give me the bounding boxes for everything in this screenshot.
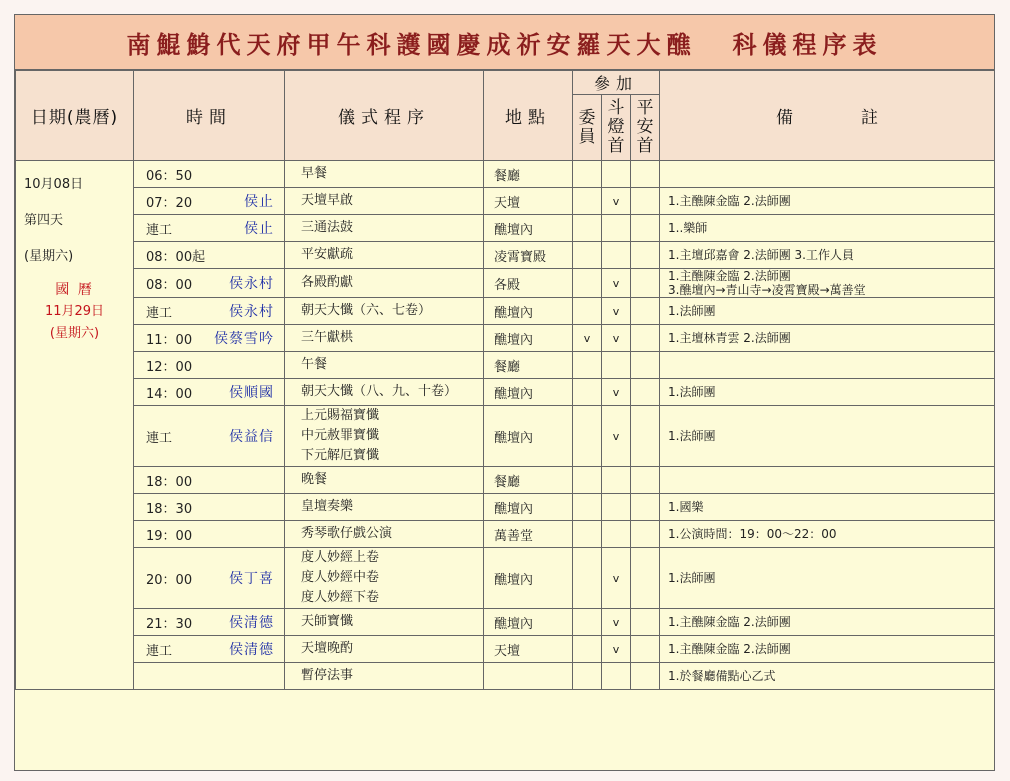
doudeng-mark: v — [602, 609, 631, 636]
note-text: 1.主醮陳金臨 2.法師團 — [668, 615, 791, 629]
ceremony-cell — [285, 242, 484, 269]
location-cell: 萬善堂 — [484, 521, 573, 548]
ceremony-cell — [285, 325, 484, 352]
ceremony-text: 各殿酌獻 — [301, 275, 354, 290]
gregorian-label: 國 曆 — [55, 282, 94, 298]
date-cell — [16, 161, 134, 690]
header-pingan: 平安首 — [631, 95, 660, 161]
note-text: 1.主壇林青雲 2.法師團 — [668, 331, 791, 345]
pingan-mark — [631, 663, 660, 690]
schedule-body — [16, 161, 995, 690]
committee-mark — [573, 636, 602, 663]
schedule-table — [15, 70, 995, 690]
ceremony-text: 度人妙經上卷 — [301, 550, 380, 565]
ceremony-cell — [285, 379, 484, 406]
notes-cell — [660, 609, 995, 636]
table-row — [16, 379, 995, 406]
table-row — [16, 161, 995, 188]
table-row — [16, 494, 995, 521]
committee-mark: v — [573, 325, 602, 352]
title-text: 南鯤鯓代天府甲午科護國慶成祈安羅天大醮 — [126, 29, 697, 59]
table-row — [16, 467, 995, 494]
table-row — [16, 298, 995, 325]
time-cell — [134, 663, 285, 690]
gregorian-date: 11月29日 — [44, 304, 105, 319]
time-text: 11：00 — [146, 332, 193, 348]
table-row — [16, 325, 995, 352]
pingan-mark — [631, 269, 660, 298]
ceremony-text: 早餐 — [301, 166, 328, 181]
committee-mark — [573, 663, 602, 690]
table-row — [16, 636, 995, 663]
location-cell: 醮壇內 — [484, 325, 573, 352]
ceremony-cell — [285, 609, 484, 636]
doudeng-mark: v — [602, 269, 631, 298]
location-cell: 醮壇內 — [484, 494, 573, 521]
doudeng-mark: v — [602, 298, 631, 325]
table-row — [16, 521, 995, 548]
note-text: 1.主壇邱嘉會 2.法師團 3.工作人員 — [668, 248, 854, 262]
notes-cell — [660, 325, 995, 352]
notes-cell — [660, 215, 995, 242]
doudeng-mark — [602, 242, 631, 269]
notes-cell — [660, 352, 995, 379]
doudeng-mark: v — [602, 188, 631, 215]
role-name: 侯永村 — [229, 276, 274, 292]
note-text: 1.於餐廳備點心乙式 — [668, 669, 776, 683]
time-text: 連工 — [146, 222, 173, 238]
ceremony-text: 平安獻疏 — [301, 247, 354, 262]
pingan-mark — [631, 467, 660, 494]
ceremony-text: 度人妙經中卷 — [301, 570, 380, 585]
ceremony-cell — [285, 548, 484, 609]
subtitle-text: 科儀程序表 — [732, 29, 883, 59]
notes-cell — [660, 242, 995, 269]
time-text: 21：30 — [146, 616, 193, 632]
table-row — [16, 352, 995, 379]
time-text: 連工 — [146, 305, 173, 321]
header-date: 日期(農曆) — [16, 71, 134, 161]
time-cell — [134, 379, 285, 406]
ceremony-text: 天師寶懺 — [301, 614, 354, 629]
time-text: 08：00起 — [146, 249, 206, 265]
notes-cell — [660, 188, 995, 215]
ceremony-text: 皇壇奏樂 — [301, 499, 354, 514]
gregorian-weekday: (星期六) — [49, 326, 100, 341]
committee-mark — [573, 161, 602, 188]
location-cell: 餐廳 — [484, 352, 573, 379]
pingan-mark — [631, 161, 660, 188]
doudeng-mark — [602, 161, 631, 188]
committee-mark — [573, 521, 602, 548]
location-cell: 凌霄寶殿 — [484, 242, 573, 269]
festival-day: 第四天 — [24, 213, 64, 228]
ceremony-cell — [285, 406, 484, 467]
notes-cell — [660, 494, 995, 521]
note-text: 1.主醮陳金臨 2.法師團 — [668, 642, 791, 656]
doudeng-mark — [602, 215, 631, 242]
ceremony-text: 朝天大懺（六、七卷） — [301, 303, 432, 318]
note-text: 1.法師團 — [668, 429, 716, 443]
time-text: 18：00 — [146, 474, 193, 490]
time-cell — [134, 406, 285, 467]
location-cell — [484, 663, 573, 690]
ceremony-text: 天壇早啟 — [301, 193, 354, 208]
note-text: 1.法師團 — [668, 385, 716, 399]
location-cell: 醮壇內 — [484, 298, 573, 325]
committee-mark — [573, 298, 602, 325]
ceremony-cell — [285, 467, 484, 494]
location-cell: 醮壇內 — [484, 215, 573, 242]
doudeng-mark — [602, 521, 631, 548]
pingan-mark — [631, 548, 660, 609]
role-name: 侯止 — [244, 194, 274, 210]
location-cell: 醮壇內 — [484, 406, 573, 467]
table-row — [16, 548, 995, 609]
notes-cell — [660, 663, 995, 690]
pingan-mark — [631, 188, 660, 215]
ceremony-text: 朝天大懺（八、九、十卷） — [301, 384, 458, 399]
time-cell — [134, 609, 285, 636]
header-participation: 參加 — [573, 71, 660, 95]
table-row — [16, 269, 995, 298]
notes-cell — [660, 548, 995, 609]
ceremony-cell — [285, 494, 484, 521]
location-cell: 各殿 — [484, 269, 573, 298]
time-cell — [134, 548, 285, 609]
committee-mark — [573, 494, 602, 521]
lunar-date: 10月08日 — [24, 177, 84, 192]
ceremony-cell — [285, 215, 484, 242]
role-name: 侯丁喜 — [229, 571, 274, 587]
committee-mark — [573, 242, 602, 269]
note-text: 3.醮壇內→青山寺→凌霄寶殿→萬善堂 — [668, 283, 866, 297]
table-row — [16, 188, 995, 215]
role-name: 侯清德 — [229, 642, 274, 658]
notes-cell — [660, 298, 995, 325]
ceremony-text: 下元解厄寶懺 — [301, 448, 380, 463]
ceremony-cell — [285, 663, 484, 690]
pingan-mark — [631, 406, 660, 467]
role-name: 侯益信 — [229, 429, 274, 445]
location-cell: 天壇 — [484, 636, 573, 663]
note-text: 1.公演時間：19：00～22：00 — [668, 527, 837, 541]
table-row — [16, 406, 995, 467]
committee-mark — [573, 215, 602, 242]
notes-cell — [660, 636, 995, 663]
time-cell — [134, 215, 285, 242]
location-cell: 醮壇內 — [484, 379, 573, 406]
notes-cell — [660, 521, 995, 548]
time-text: 07：20 — [146, 195, 193, 211]
time-cell — [134, 636, 285, 663]
pingan-mark — [631, 352, 660, 379]
time-cell — [134, 188, 285, 215]
committee-mark — [573, 188, 602, 215]
role-name: 侯順國 — [229, 385, 274, 401]
ceremony-cell — [285, 352, 484, 379]
committee-mark — [573, 467, 602, 494]
ceremony-cell — [285, 521, 484, 548]
table-row — [16, 663, 995, 690]
time-cell — [134, 242, 285, 269]
pingan-mark — [631, 242, 660, 269]
role-name: 侯清德 — [229, 615, 274, 631]
ceremony-cell — [285, 188, 484, 215]
pingan-mark — [631, 609, 660, 636]
doudeng-mark — [602, 467, 631, 494]
note-text: 1.主醮陳金臨 2.法師團 — [668, 269, 791, 283]
ceremony-cell — [285, 298, 484, 325]
time-text: 06：50 — [146, 168, 193, 184]
header-committee: 委員 — [573, 95, 602, 161]
time-text: 連工 — [146, 643, 173, 659]
committee-mark — [573, 548, 602, 609]
time-cell — [134, 352, 285, 379]
doudeng-mark: v — [602, 548, 631, 609]
role-name: 侯止 — [244, 221, 274, 237]
time-cell — [134, 494, 285, 521]
header-time: 時間 — [134, 71, 285, 161]
time-cell — [134, 161, 285, 188]
doudeng-mark — [602, 663, 631, 690]
header-notes: 備 註 — [660, 71, 995, 161]
location-cell: 天壇 — [484, 188, 573, 215]
pingan-mark — [631, 379, 660, 406]
ceremony-text: 上元賜福寶懺 — [301, 408, 380, 423]
ceremony-text: 秀琴歌仔戲公演 — [301, 526, 393, 541]
ceremony-cell — [285, 269, 484, 298]
note-text: 1.國樂 — [668, 500, 704, 514]
doudeng-mark: v — [602, 379, 631, 406]
time-cell — [134, 325, 285, 352]
lunar-weekday: (星期六) — [24, 249, 74, 264]
doudeng-mark: v — [602, 325, 631, 352]
time-text: 20：00 — [146, 572, 193, 588]
pingan-mark — [631, 215, 660, 242]
header-ceremony: 儀式程序 — [285, 71, 484, 161]
location-cell: 醮壇內 — [484, 548, 573, 609]
time-cell — [134, 521, 285, 548]
time-cell — [134, 298, 285, 325]
table-row — [16, 242, 995, 269]
committee-mark — [573, 379, 602, 406]
role-name: 侯蔡雪吟 — [214, 331, 274, 347]
time-text: 連工 — [146, 430, 173, 446]
doudeng-mark — [602, 494, 631, 521]
time-cell — [134, 269, 285, 298]
time-text: 18：30 — [146, 501, 193, 517]
ceremony-cell — [285, 161, 484, 188]
table-row — [16, 609, 995, 636]
table-row — [16, 215, 995, 242]
notes-cell — [660, 269, 995, 298]
ceremony-text: 三午獻栱 — [301, 330, 354, 345]
ceremony-text: 天壇晚酌 — [301, 641, 354, 656]
committee-mark — [573, 269, 602, 298]
ceremony-text: 三通法鼓 — [301, 220, 354, 235]
pingan-mark — [631, 298, 660, 325]
ceremony-text: 暫停法事 — [301, 668, 354, 683]
doudeng-mark: v — [602, 406, 631, 467]
committee-mark — [573, 609, 602, 636]
note-text: 1.法師團 — [668, 304, 716, 318]
time-text: 08：00 — [146, 277, 193, 293]
doudeng-mark — [602, 352, 631, 379]
schedule-sheet — [14, 14, 995, 771]
committee-mark — [573, 406, 602, 467]
ceremony-text: 午餐 — [301, 357, 328, 372]
time-text: 14：00 — [146, 386, 193, 402]
ceremony-cell — [285, 636, 484, 663]
time-text: 19：00 — [146, 528, 193, 544]
location-cell: 餐廳 — [484, 467, 573, 494]
note-text: 1.法師團 — [668, 571, 716, 585]
time-cell — [134, 467, 285, 494]
header-location: 地點 — [484, 71, 573, 161]
notes-cell — [660, 161, 995, 188]
doudeng-mark: v — [602, 636, 631, 663]
committee-mark — [573, 352, 602, 379]
ceremony-text: 晚餐 — [301, 472, 328, 487]
ceremony-text: 度人妙經下卷 — [301, 590, 380, 605]
time-text: 12：00 — [146, 359, 193, 375]
role-name: 侯永村 — [229, 304, 274, 320]
header-doudeng: 斗燈首 — [602, 95, 631, 161]
ceremony-text: 中元赦罪寶懺 — [301, 428, 380, 443]
location-cell: 餐廳 — [484, 161, 573, 188]
note-text: 1.主醮陳金臨 2.法師團 — [668, 194, 791, 208]
page-title — [15, 15, 994, 70]
pingan-mark — [631, 494, 660, 521]
pingan-mark — [631, 521, 660, 548]
pingan-mark — [631, 325, 660, 352]
note-text: 1..樂師 — [668, 221, 708, 235]
notes-cell — [660, 379, 995, 406]
notes-cell — [660, 406, 995, 467]
notes-cell — [660, 467, 995, 494]
location-cell: 醮壇內 — [484, 609, 573, 636]
pingan-mark — [631, 636, 660, 663]
